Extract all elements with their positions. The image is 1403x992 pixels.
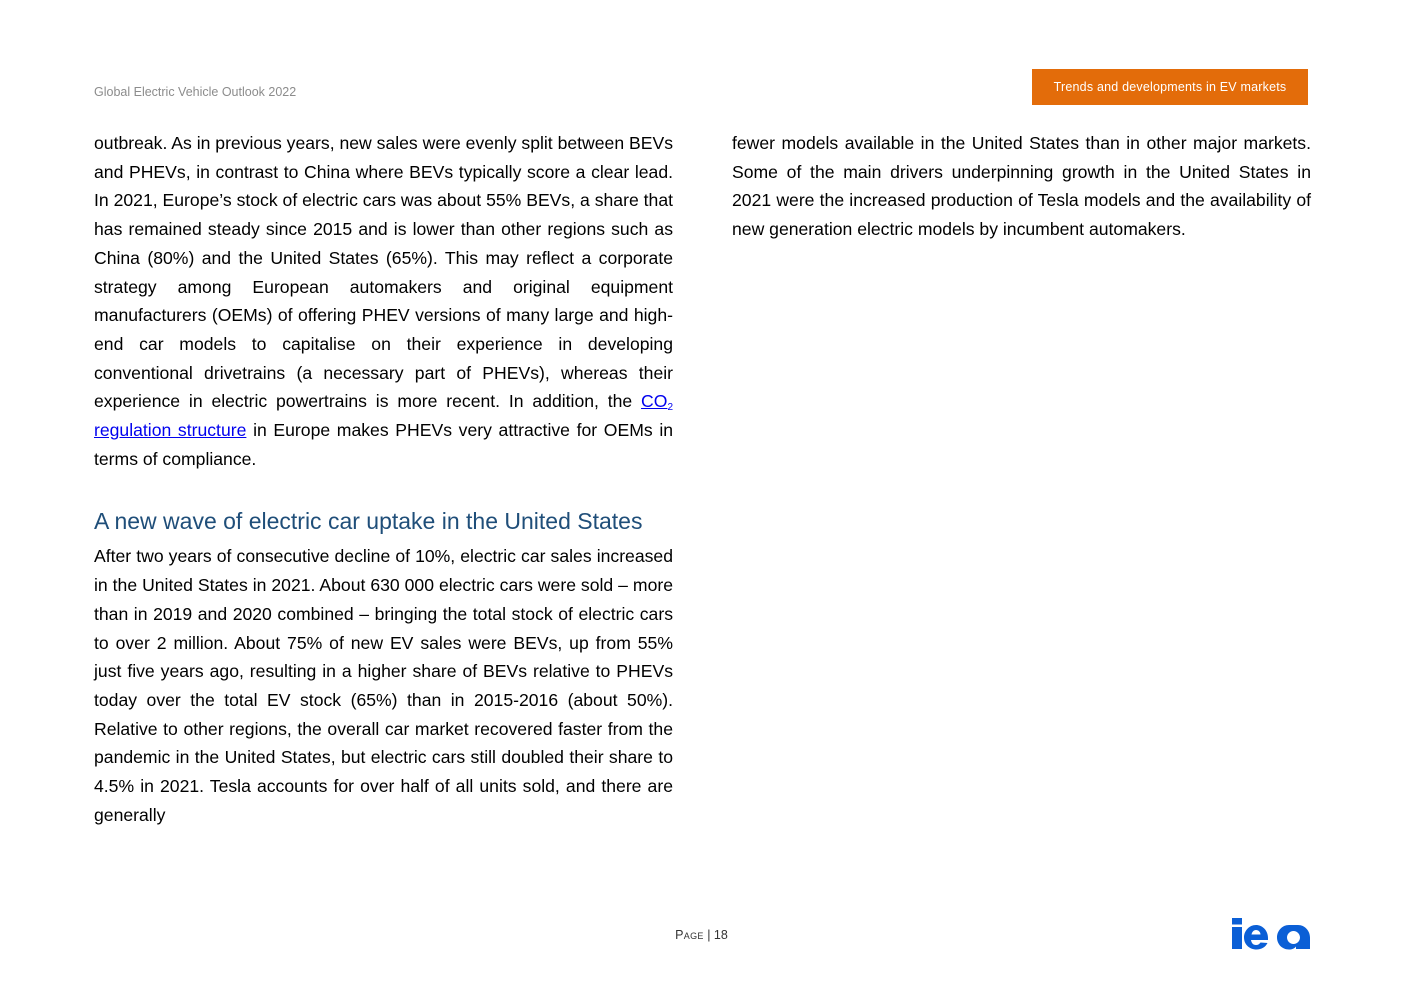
iea-logo [1232,917,1310,950]
body-paragraph-continued: fewer models available in the United States than in other major markets. Some of the main drivers underpinning growth in the United States in 2021 were the increased production of Tesla models and the availability of new generation electric models by incumbent automakers. [732,133,1311,240]
link-subscript: 2 [667,402,673,414]
link-text: regulation structure [94,420,247,441]
page-footer [600,928,803,942]
page-separator: | [707,928,711,942]
section-tab [1032,69,1308,105]
right-column [732,129,1311,244]
body-paragraph-europe [94,129,673,473]
paragraph-text: outbreak. As in previous years, new sales were evenly split between BEVs and PHEVs, in contrast to China where BEVs typically score a clear lead. In 2021, Europe’s stock of electric cars was about 55% BEVs, a share that has remained steady since 2015 and is lower than other regions such as China (80%) and the United States (65%). This may reflect a corporate strategy among European automakers and original equipment manufacturers (OEMs) of offering PHEV versions of many large and high-end car models to capitalise on their experience in developing conventional drivetrains (a necessary part of PHEVs), whereas their experience in electric powertrains is more recent. In addition, the [94,133,673,412]
section-heading: A new wave of electric car uptake in the United States [94,508,643,535]
link-co: CO [641,391,668,412]
section-tab-label: Trends and developments in EV markets [1053,80,1287,94]
body-paragraph-united-states: After two years of consecutive decline of 10%, electric car sales increased in the United States in 2021. About 630 000 electric cars were sold – more than in 2019 and 2020 combined – bringing the total stock of electric cars to over 2 million. About 75% of new EV sales were BEVs, up from 55% just five years ago, resulting in a higher share of BEVs relative to PHEVs today over the total EV stock (65%) than in 2015-2016 (about 50%). Relative to other regions, the overall car market recovered faster from the pandemic in the United States, but electric cars still doubled their share to 4.5% in 2021. Tesla accounts for over half of all units sold, and there are generally [94,546,673,825]
left-column [94,129,673,829]
page-label: Page [675,928,704,942]
page-number: 18 [713,928,728,942]
paragraph-text: in Europe makes PHEVs very attractive for OEMs in terms of compliance. [94,420,674,469]
document-title: Global Electric Vehicle Outlook 2022 [94,85,297,99]
